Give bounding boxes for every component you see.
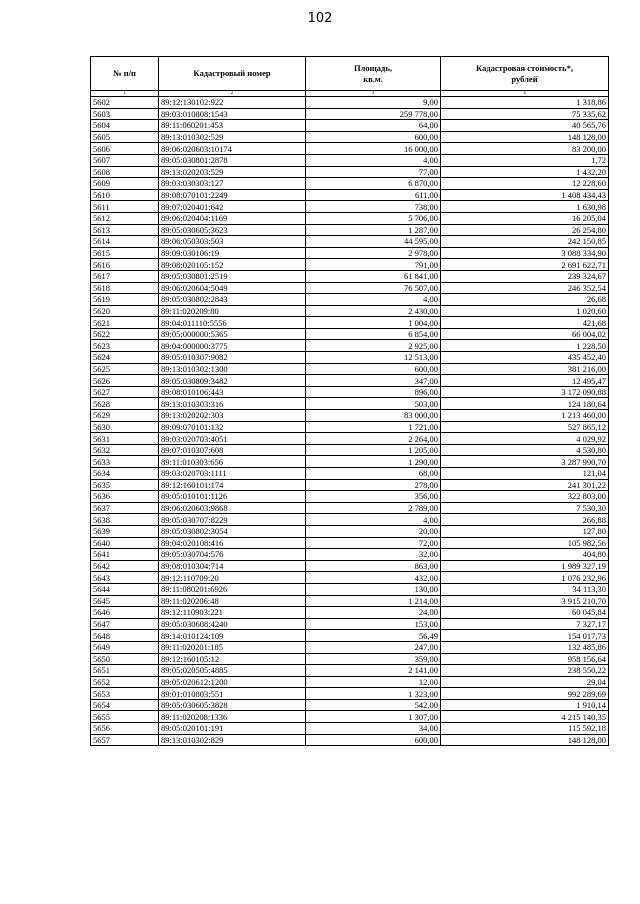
cadastral-cost: 1 630,98 — [441, 201, 609, 213]
column-number: 2 — [159, 91, 306, 97]
table-row — [91, 491, 609, 503]
row-number: 5632 — [91, 444, 159, 456]
table-row — [91, 630, 609, 642]
area-value: 1 721,00 — [306, 421, 441, 433]
row-number: 5631 — [91, 433, 159, 445]
area-value: 1 205,00 — [306, 444, 441, 456]
page-number: 102 — [307, 11, 333, 26]
area-value: 432,00 — [306, 572, 441, 584]
cadastral-number: 89:11:020209:80 — [159, 305, 306, 317]
row-number: 5619 — [91, 294, 159, 306]
area-value: 738,00 — [306, 201, 441, 213]
row-number: 5607 — [91, 154, 159, 166]
area-value: 77,00 — [306, 166, 441, 178]
table-row — [91, 572, 609, 584]
cadastral-number: 89:05:030802:3054 — [159, 525, 306, 537]
cadastral-number: 89:04:011110:5556 — [159, 317, 306, 329]
row-number: 5610 — [91, 189, 159, 201]
cadastral-cost: 29,04 — [441, 676, 609, 688]
area-value: 20,00 — [306, 525, 441, 537]
area-value: 4,00 — [306, 154, 441, 166]
header-number — [91, 57, 159, 91]
table-row — [91, 514, 609, 526]
row-number: 5645 — [91, 595, 159, 607]
cadastral-number: 89:12:110903:221 — [159, 607, 306, 619]
table-row — [91, 131, 609, 143]
table-row — [91, 607, 609, 619]
table-row — [91, 688, 609, 700]
cadastral-number: 89:03:010808:1543 — [159, 108, 306, 120]
cadastral-cost: 1 432,20 — [441, 166, 609, 178]
area-value: 16 000,00 — [306, 143, 441, 155]
cadastral-number: 89:06:020404:1169 — [159, 212, 306, 224]
table-row — [91, 352, 609, 364]
row-number: 5649 — [91, 641, 159, 653]
cadastral-number: 89:04:000000:3775 — [159, 340, 306, 352]
cadastral-number: 89:06:020604:5049 — [159, 282, 306, 294]
cadastral-cost: 992 289,69 — [441, 688, 609, 700]
row-number: 5633 — [91, 456, 159, 468]
table-row — [91, 375, 609, 387]
cadastral-value-table — [90, 56, 609, 746]
cadastral-number: 89:05:030605:3828 — [159, 699, 306, 711]
header-number-label: № п/п — [113, 68, 136, 78]
table-row — [91, 734, 609, 746]
table-row — [91, 328, 609, 340]
row-number: 5634 — [91, 468, 159, 480]
cadastral-number: 89:11:080201:6926 — [159, 583, 306, 595]
area-value: 896,00 — [306, 386, 441, 398]
area-value: 130,00 — [306, 583, 441, 595]
cadastral-cost: 60 045,84 — [441, 607, 609, 619]
area-value: 34,00 — [306, 723, 441, 735]
area-value: 356,00 — [306, 491, 441, 503]
cadastral-cost: 115 592,18 — [441, 723, 609, 735]
table-row — [91, 154, 609, 166]
cadastral-number: 89:05:030608:4240 — [159, 618, 306, 630]
row-number: 5637 — [91, 502, 159, 514]
row-number: 5623 — [91, 340, 159, 352]
cadastral-number: 89:05:030802:2843 — [159, 294, 306, 306]
area-value: 1 323,00 — [306, 688, 441, 700]
table-row — [91, 456, 609, 468]
cadastral-cost: 3 088 334,90 — [441, 247, 609, 259]
cadastral-number: 89:08:010106:443 — [159, 386, 306, 398]
area-value: 76 507,00 — [306, 282, 441, 294]
cadastral-number: 89:13:010302:829 — [159, 734, 306, 746]
row-number: 5640 — [91, 537, 159, 549]
area-value: 1 004,00 — [306, 317, 441, 329]
cadastral-cost: 12 495,47 — [441, 375, 609, 387]
row-number: 5621 — [91, 317, 159, 329]
area-value: 32,00 — [306, 549, 441, 561]
table-row — [91, 723, 609, 735]
cadastral-number: 89:11:020206:48 — [159, 595, 306, 607]
row-number: 5615 — [91, 247, 159, 259]
row-number: 5639 — [91, 525, 159, 537]
cadastral-cost: 132 485,86 — [441, 641, 609, 653]
area-value: 61 841,00 — [306, 270, 441, 282]
area-value: 278,00 — [306, 479, 441, 491]
cadastral-cost: 26,68 — [441, 294, 609, 306]
area-value: 600,00 — [306, 363, 441, 375]
cadastral-number: 89:05:030704:576 — [159, 549, 306, 561]
row-number: 5647 — [91, 618, 159, 630]
cadastral-cost: 121,04 — [441, 468, 609, 480]
row-number: 5653 — [91, 688, 159, 700]
table-row — [91, 549, 609, 561]
cadastral-cost: 83 200,00 — [441, 143, 609, 155]
table-row — [91, 224, 609, 236]
cadastral-cost: 241 301,22 — [441, 479, 609, 491]
table-row — [91, 502, 609, 514]
row-number: 5602 — [91, 97, 159, 109]
cadastral-cost: 154 017,73 — [441, 630, 609, 642]
cadastral-number: 89:05:030605:3623 — [159, 224, 306, 236]
area-value: 12 513,00 — [306, 352, 441, 364]
area-value: 1 214,00 — [306, 595, 441, 607]
cadastral-cost: 1 228,50 — [441, 340, 609, 352]
table-row — [91, 444, 609, 456]
cadastral-cost: 2 691 622,71 — [441, 259, 609, 271]
table-row — [91, 421, 609, 433]
table-row — [91, 178, 609, 190]
area-value: 1 287,00 — [306, 224, 441, 236]
table-row — [91, 583, 609, 595]
cadastral-number: 89:12:160101:174 — [159, 479, 306, 491]
header-area-unit: кв.м. — [363, 73, 383, 84]
table-row — [91, 340, 609, 352]
header-cost-unit: рублей — [511, 73, 538, 84]
table-body — [91, 97, 609, 746]
row-number: 5646 — [91, 607, 159, 619]
cadastral-number: 89:05:030707:8229 — [159, 514, 306, 526]
cadastral-number: 89:05:020505:4885 — [159, 665, 306, 677]
header-area-label: Площадь, — [354, 62, 392, 73]
cadastral-number: 89:12:110709:20 — [159, 572, 306, 584]
table-row — [91, 398, 609, 410]
area-value: 64,00 — [306, 120, 441, 132]
row-number: 5635 — [91, 479, 159, 491]
cadastral-cost: 404,80 — [441, 549, 609, 561]
cadastral-number: 89:07:010307:608 — [159, 444, 306, 456]
cadastral-number: 89:06:020603:10174 — [159, 143, 306, 155]
cadastral-cost: 1 910,14 — [441, 699, 609, 711]
row-number: 5620 — [91, 305, 159, 317]
row-number: 5651 — [91, 665, 159, 677]
row-number: 5652 — [91, 676, 159, 688]
cadastral-number: 89:14:010124:109 — [159, 630, 306, 642]
cadastral-cost: 3 172 090,88 — [441, 386, 609, 398]
cadastral-cost: 66 004,02 — [441, 328, 609, 340]
table-row — [91, 433, 609, 445]
cadastral-number: 89:11:010303:656 — [159, 456, 306, 468]
area-value: 12,00 — [306, 676, 441, 688]
cadastral-number: 89:09:030106:19 — [159, 247, 306, 259]
area-value: 2 789,00 — [306, 502, 441, 514]
row-number: 5657 — [91, 734, 159, 746]
cadastral-cost: 266,88 — [441, 514, 609, 526]
row-number: 5648 — [91, 630, 159, 642]
area-value: 5 706,00 — [306, 212, 441, 224]
cadastral-cost: 381 216,00 — [441, 363, 609, 375]
cadastral-number: 89:08:020105:152 — [159, 259, 306, 271]
cadastral-number: 89:01:010803:551 — [159, 688, 306, 700]
area-value: 44 595,00 — [306, 236, 441, 248]
row-number: 5617 — [91, 270, 159, 282]
area-value: 24,00 — [306, 607, 441, 619]
row-number: 5624 — [91, 352, 159, 364]
table-row — [91, 699, 609, 711]
area-value: 259 778,00 — [306, 108, 441, 120]
area-value: 9,00 — [306, 97, 441, 109]
cadastral-cost: 1 213 460,00 — [441, 410, 609, 422]
cadastral-cost: 1 408 434,43 — [441, 189, 609, 201]
column-number: 4 — [441, 91, 609, 97]
table-row — [91, 665, 609, 677]
cadastral-cost: 242 150,85 — [441, 236, 609, 248]
cadastral-cost: 1 076 232,96 — [441, 572, 609, 584]
cadastral-number: 89:06:050303:503 — [159, 236, 306, 248]
header-cost-label: Кадастровая стоимость*, — [476, 62, 573, 73]
cadastral-cost: 4 029,92 — [441, 433, 609, 445]
row-number: 5605 — [91, 131, 159, 143]
table-row — [91, 120, 609, 132]
table-row — [91, 676, 609, 688]
row-number: 5612 — [91, 212, 159, 224]
row-number: 5609 — [91, 178, 159, 190]
row-number: 5654 — [91, 699, 159, 711]
cadastral-cost: 34 113,30 — [441, 583, 609, 595]
cadastral-number: 89:13:010303:316 — [159, 398, 306, 410]
cadastral-cost: 12 228,60 — [441, 178, 609, 190]
area-value: 72,00 — [306, 537, 441, 549]
cadastral-cost: 421,68 — [441, 317, 609, 329]
cadastral-cost: 75 335,62 — [441, 108, 609, 120]
area-value: 611,00 — [306, 189, 441, 201]
cadastral-cost: 1 989 327,19 — [441, 560, 609, 572]
table-row — [91, 479, 609, 491]
table-row — [91, 236, 609, 248]
cadastral-cost: 239 324,67 — [441, 270, 609, 282]
cadastral-number: 89:03:030303:127 — [159, 178, 306, 190]
row-number: 5638 — [91, 514, 159, 526]
area-value: 6 870,00 — [306, 178, 441, 190]
row-number: 5642 — [91, 560, 159, 572]
row-number: 5611 — [91, 201, 159, 213]
header-cadastral-cost — [441, 57, 609, 91]
cadastral-cost: 148 128,00 — [441, 131, 609, 143]
row-number: 5636 — [91, 491, 159, 503]
cadastral-number: 89:05:030801:2519 — [159, 270, 306, 282]
cadastral-cost: 105 982,56 — [441, 537, 609, 549]
table-row — [91, 525, 609, 537]
table-row — [91, 363, 609, 375]
cadastral-number: 89:04:020108:416 — [159, 537, 306, 549]
area-value: 4,00 — [306, 294, 441, 306]
cadastral-number: 89:12:160105:12 — [159, 653, 306, 665]
row-number: 5629 — [91, 410, 159, 422]
cadastral-cost: 322 803,00 — [441, 491, 609, 503]
area-value: 56,49 — [306, 630, 441, 642]
table-row — [91, 653, 609, 665]
cadastral-number: 89:13:020203:529 — [159, 166, 306, 178]
area-value: 600,00 — [306, 131, 441, 143]
row-number: 5628 — [91, 398, 159, 410]
table-header-row — [91, 57, 609, 91]
row-number: 5603 — [91, 108, 159, 120]
area-value: 542,00 — [306, 699, 441, 711]
cadastral-number: 89:05:010101:1126 — [159, 491, 306, 503]
area-value: 2 978,00 — [306, 247, 441, 259]
cadastral-cost: 127,80 — [441, 525, 609, 537]
area-value: 68,00 — [306, 468, 441, 480]
area-value: 4,00 — [306, 514, 441, 526]
cadastral-cost: 3 915 210,70 — [441, 595, 609, 607]
table-row — [91, 317, 609, 329]
table-row — [91, 386, 609, 398]
area-value: 83 000,00 — [306, 410, 441, 422]
table-row — [91, 618, 609, 630]
cadastral-number: 89:05:020101:191 — [159, 723, 306, 735]
table-row — [91, 201, 609, 213]
cadastral-number: 89:07:020401:642 — [159, 201, 306, 213]
row-number: 5616 — [91, 259, 159, 271]
row-number: 5627 — [91, 386, 159, 398]
cadastral-number: 89:03:020703:4051 — [159, 433, 306, 445]
row-number: 5656 — [91, 723, 159, 735]
table-row — [91, 259, 609, 271]
table-row — [91, 595, 609, 607]
row-number: 5625 — [91, 363, 159, 375]
header-cadastral-label: Кадастровый номер — [193, 68, 271, 78]
area-value: 863,00 — [306, 560, 441, 572]
cadastral-number: 89:05:030809:3482 — [159, 375, 306, 387]
area-value: 2 264,00 — [306, 433, 441, 445]
cadastral-cost: 40 565,76 — [441, 120, 609, 132]
cadastral-number: 89:06:020603:9868 — [159, 502, 306, 514]
row-number: 5626 — [91, 375, 159, 387]
area-value: 153,00 — [306, 618, 441, 630]
cadastral-cost: 4 215 140,35 — [441, 711, 609, 723]
cadastral-number: 89:05:010307:9082 — [159, 352, 306, 364]
cadastral-number: 89:08:010304:714 — [159, 560, 306, 572]
cadastral-cost: 124 180,64 — [441, 398, 609, 410]
row-number: 5614 — [91, 236, 159, 248]
row-number: 5644 — [91, 583, 159, 595]
cadastral-cost: 16 205,04 — [441, 212, 609, 224]
table-row — [91, 282, 609, 294]
header-cadastral-number — [159, 57, 306, 91]
row-number: 5604 — [91, 120, 159, 132]
table-row — [91, 711, 609, 723]
table-row — [91, 247, 609, 259]
table-row — [91, 294, 609, 306]
table-row — [91, 468, 609, 480]
table-row — [91, 641, 609, 653]
cadastral-cost: 7 530,30 — [441, 502, 609, 514]
cadastral-number: 89:13:010302:529 — [159, 131, 306, 143]
cadastral-number: 89:13:020202:303 — [159, 410, 306, 422]
cadastral-number: 89:05:000000:5365 — [159, 328, 306, 340]
row-number: 5630 — [91, 421, 159, 433]
table-row — [91, 537, 609, 549]
cadastral-number: 89:05:020612:1200 — [159, 676, 306, 688]
row-number: 5655 — [91, 711, 159, 723]
area-value: 791,00 — [306, 259, 441, 271]
row-number: 5618 — [91, 282, 159, 294]
table-row — [91, 305, 609, 317]
cadastral-cost: 238 550,22 — [441, 665, 609, 677]
row-number: 5608 — [91, 166, 159, 178]
row-number: 5641 — [91, 549, 159, 561]
area-value: 247,00 — [306, 641, 441, 653]
table-row — [91, 212, 609, 224]
cadastral-cost: 4 530,80 — [441, 444, 609, 456]
table-row — [91, 410, 609, 422]
cadastral-number: 89:08:070101:2249 — [159, 189, 306, 201]
cadastral-cost: 148 128,00 — [441, 734, 609, 746]
cadastral-cost: 435 452,40 — [441, 352, 609, 364]
row-number: 5650 — [91, 653, 159, 665]
area-value: 6 854,00 — [306, 328, 441, 340]
cadastral-cost: 26 254,80 — [441, 224, 609, 236]
table-row — [91, 108, 609, 120]
cadastral-number: 89:11:060201:453 — [159, 120, 306, 132]
table-row — [91, 143, 609, 155]
row-number: 5613 — [91, 224, 159, 236]
cadastral-number: 89:11:020201:185 — [159, 641, 306, 653]
cadastral-number: 89:09:070101:132 — [159, 421, 306, 433]
cadastral-cost: 527 865,12 — [441, 421, 609, 433]
cadastral-cost: 1 318,86 — [441, 97, 609, 109]
cadastral-number: 89:03:020703:1111 — [159, 468, 306, 480]
cadastral-cost: 7 327,17 — [441, 618, 609, 630]
area-value: 1 290,00 — [306, 456, 441, 468]
area-value: 2 430,00 — [306, 305, 441, 317]
column-number: 3 — [306, 91, 441, 97]
cadastral-number: 89:13:010302:1300 — [159, 363, 306, 375]
cadastral-cost: 958 156,64 — [441, 653, 609, 665]
cadastral-cost: 246 352,54 — [441, 282, 609, 294]
table-row — [91, 189, 609, 201]
table-row — [91, 97, 609, 109]
area-value: 503,00 — [306, 398, 441, 410]
table-row — [91, 166, 609, 178]
cadastral-cost: 3 287 990,70 — [441, 456, 609, 468]
cadastral-cost: 1 020,60 — [441, 305, 609, 317]
cadastral-cost: 1,72 — [441, 154, 609, 166]
area-value: 347,00 — [306, 375, 441, 387]
column-number: 1 — [91, 91, 159, 97]
row-number: 5643 — [91, 572, 159, 584]
cadastral-number: 89:05:030801:2878 — [159, 154, 306, 166]
header-area — [306, 57, 441, 91]
row-number: 5622 — [91, 328, 159, 340]
table-row — [91, 270, 609, 282]
area-value: 2 141,00 — [306, 665, 441, 677]
area-value: 359,00 — [306, 653, 441, 665]
area-value: 600,00 — [306, 734, 441, 746]
cadastral-number: 89:11:020208:1336 — [159, 711, 306, 723]
cadastral-number: 89:12:130102:922 — [159, 97, 306, 109]
area-value: 2 925,00 — [306, 340, 441, 352]
row-number: 5606 — [91, 143, 159, 155]
area-value: 1 307,00 — [306, 711, 441, 723]
table-row — [91, 560, 609, 572]
